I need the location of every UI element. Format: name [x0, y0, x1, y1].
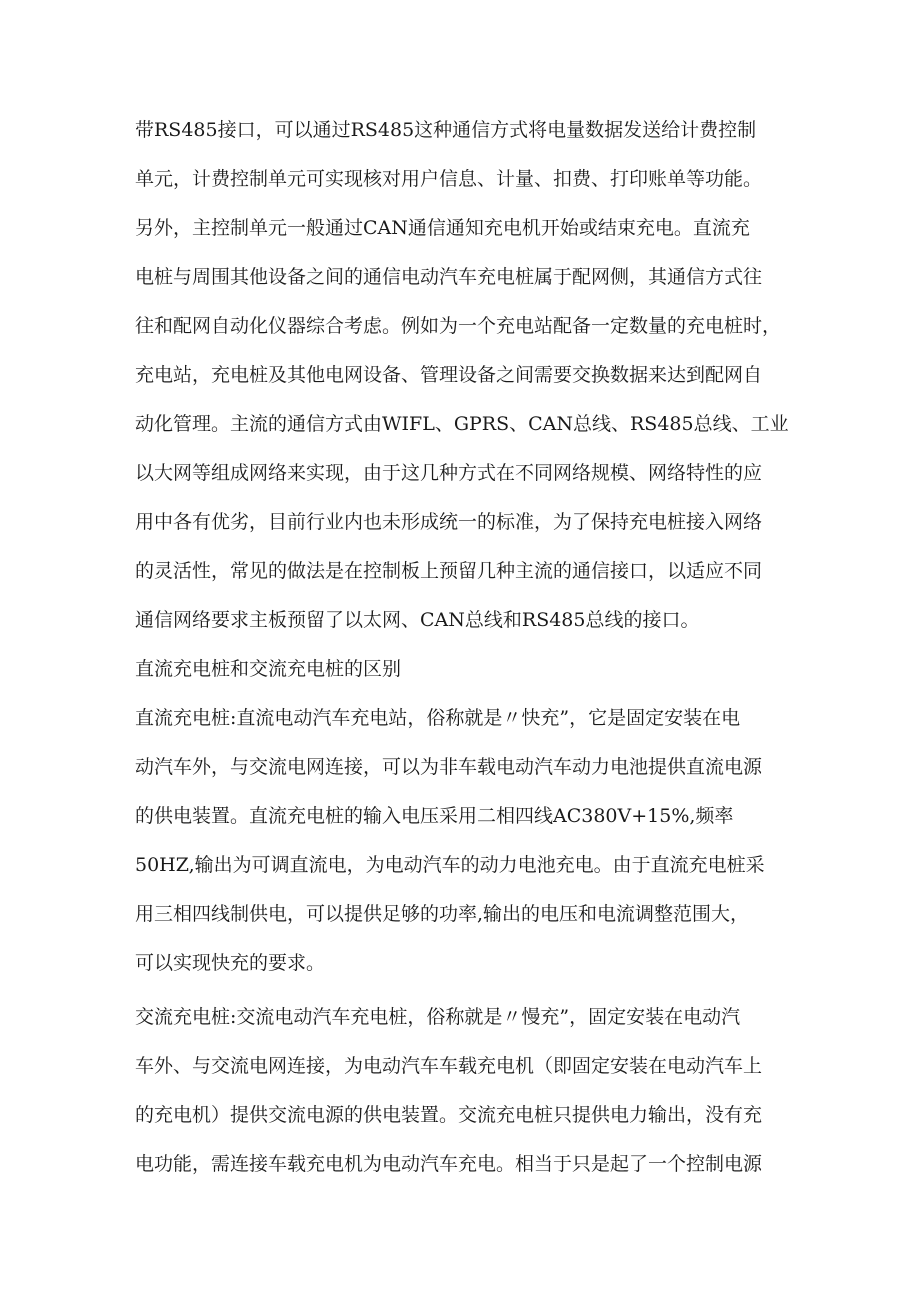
text-line-19: 交流充电桩:交流电动汽车充电桩，俗称就是〃慢充”，固定安装在电动汽	[135, 1006, 741, 1028]
text-line-13: 直流充电桩:直流电动汽车充电站，俗称就是〃快充”，它是固定安装在电	[135, 707, 741, 729]
text-line-17: 用三相四线制供电，可以提供足够的功率,输出的电压和电流调整范围大，	[135, 903, 750, 925]
section-heading: 直流充电桩和交流充电桩的区别	[135, 658, 402, 680]
text-line-20: 车外、与交流电网连接，为电动汽车车载充电机（即固定安装在电动汽车上	[135, 1055, 763, 1077]
text-line-14: 动汽车外，与交流电网连接，可以为非车载电动汽车动力电池提供直流电源	[135, 756, 763, 778]
text-line-7: 动化管理。主流的通信方式由WIFL、GPRS、CAN总线、RS485总线、工业	[135, 413, 789, 435]
text-line-8: 以大网等组成网络来实现，由于这几种方式在不同网络规模、网络特性的应	[135, 462, 763, 484]
text-line-9: 用中各有优劣，目前行业内也未形成统一的标准，为了保持充电桩接入网络	[135, 511, 763, 533]
text-line-4: 电桩与周围其他设备之间的通信电动汽车充电桩属于配网侧，其通信方式往	[135, 266, 763, 288]
text-line-18: 可以实现快充的要求。	[135, 952, 326, 974]
text-line-3: 另外，主控制单元一般通过CAN通信通知充电机开始或结束充电。直流充	[135, 217, 750, 239]
text-line-6: 充电站，充电桩及其他电网设备、管理设备之间需要交换数据来达到配网自	[135, 364, 763, 386]
text-line-10: 的灵活性，常见的做法是在控制板上预留几种主流的通信接口，以适应不同	[135, 560, 763, 582]
text-line-11: 通信网络要求主板预留了以太网、CAN总线和RS485总线的接口。	[135, 609, 700, 631]
text-line-1: 带RS485接口，可以通过RS485这种通信方式将电量数据发送给计费控制	[135, 119, 757, 141]
text-line-5: 往和配网自动化仪器综合考虑。例如为一个充电站配备一定数量的充电桩时，	[135, 315, 782, 337]
text-line-21: 的充电机）提供交流电源的供电装置。交流充电桩只提供电力输出，没有充	[135, 1104, 763, 1126]
text-line-22: 电功能，需连接车载充电机为电动汽车充电。相当于只是起了一个控制电源	[135, 1153, 763, 1175]
text-line-15: 的供电装置。直流充电桩的输入电压采用二相四线AC380V+15%,频率	[135, 805, 734, 827]
text-line-16: 50HZ,输出为可调直流电，为电动汽车的动力电池充电。由于直流充电桩采	[135, 854, 765, 876]
text-line-2: 单元，计费控制单元可实现核对用户信息、计量、扣费、打印账单等功能。	[135, 168, 763, 190]
